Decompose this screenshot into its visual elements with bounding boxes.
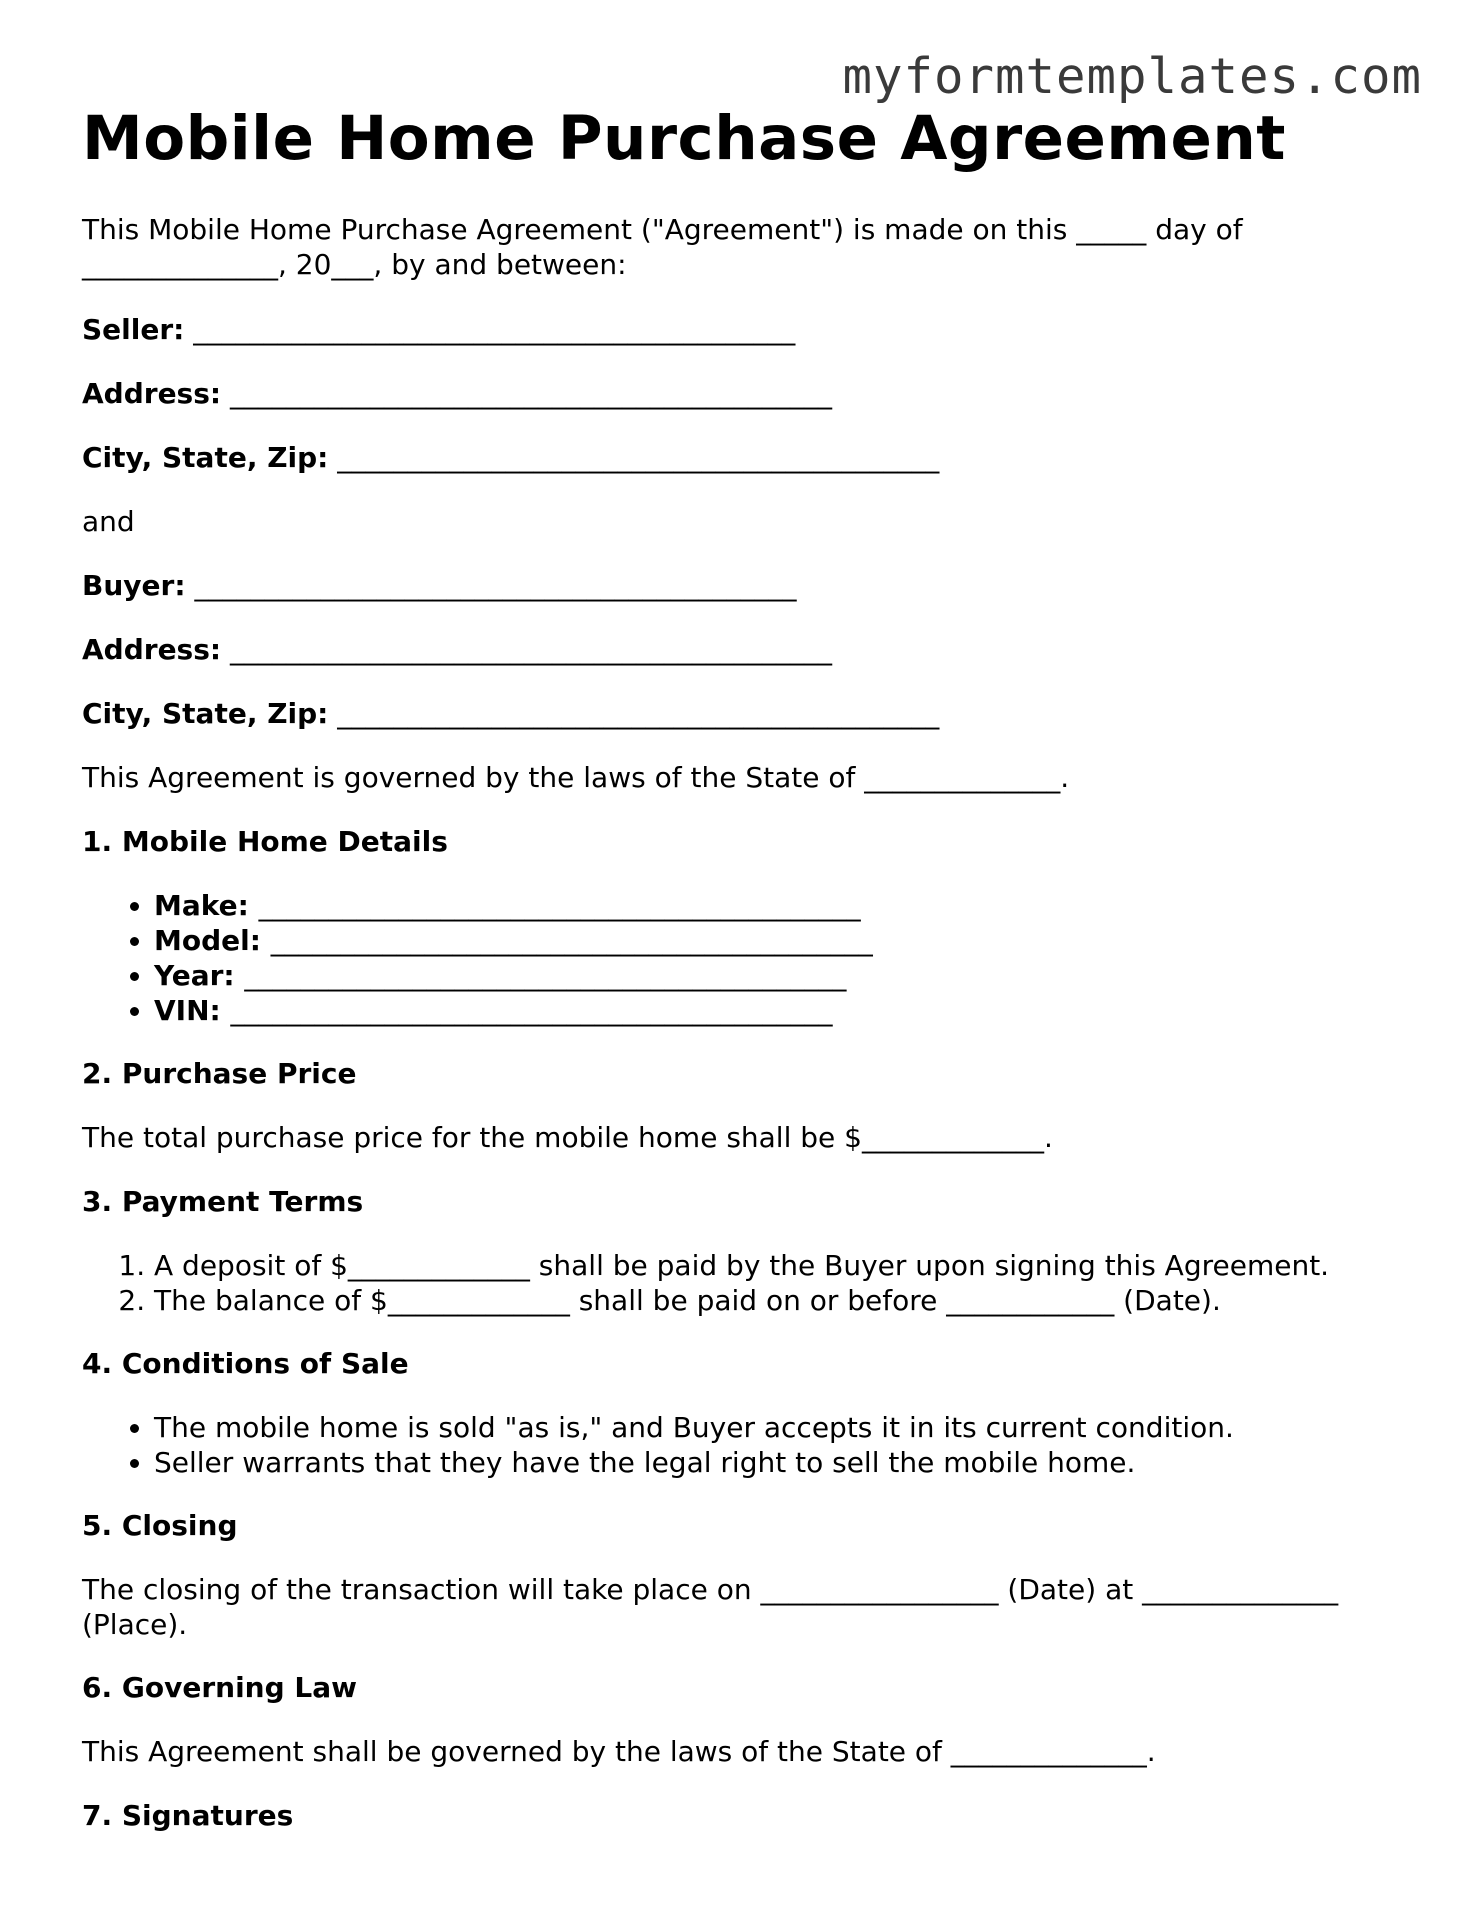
buyer-city-line — [82, 696, 1402, 731]
detail-model-blank[interactable]: ___________________________________________ — [270, 924, 873, 957]
list-item: • The mobile home is sold "as is," and Buyer accepts it in its current condition. — [154, 1410, 1474, 1445]
law-text: This Agreement shall be governed by the laws of the State of ______________. — [82, 1735, 1156, 1768]
section-heading-details: 1. Mobile Home Details — [82, 825, 448, 858]
buyer-name-line — [82, 568, 1402, 603]
buyer-address-line — [82, 632, 1402, 667]
details-list — [82, 888, 1474, 1028]
detail-vin-blank[interactable]: ___________________________________________ — [230, 994, 833, 1027]
list-item — [154, 923, 1474, 958]
buyer-address-blank[interactable]: ___________________________________________ — [230, 633, 832, 666]
buyer-city-label: City, State, Zip: — [82, 697, 329, 730]
seller-name-blank[interactable]: ___________________________________________ — [193, 313, 796, 346]
list-item — [154, 993, 1474, 1028]
detail-model-label: Model: — [154, 924, 261, 957]
list-item: • Seller warrants that they have the legal right to sell the mobile home. — [154, 1445, 1474, 1480]
intro-paragraph: This Mobile Home Purchase Agreement ("Agreement") is made on this _____ day of ______________, 20___, by and between: — [82, 213, 1243, 281]
section-heading-price: 2. Purchase Price — [82, 1057, 357, 1090]
section-heading-payment: 3. Payment Terms — [82, 1185, 364, 1218]
detail-year-label: Year: — [154, 959, 235, 992]
list-item: 2. The balance of $_____________ shall be paid on or before ____________ (Date). — [154, 1283, 1474, 1318]
section-heading-closing: 5. Closing — [82, 1509, 238, 1542]
buyer-address-label: Address: — [82, 633, 222, 666]
detail-make-label: Make: — [154, 889, 249, 922]
governed-intro: This Agreement is governed by the laws of the State of ______________. — [82, 761, 1070, 794]
list-item — [154, 958, 1474, 993]
detail-vin-label: VIN: — [154, 994, 221, 1027]
seller-name-line — [82, 312, 1402, 347]
section-heading-signatures: 7. Signatures — [82, 1799, 294, 1832]
seller-address-blank[interactable]: ___________________________________________ — [230, 377, 832, 410]
seller-address-label: Address: — [82, 377, 222, 410]
section-heading-conditions: 4. Conditions of Sale — [82, 1347, 409, 1380]
detail-year-blank[interactable]: ___________________________________________ — [244, 959, 847, 992]
seller-city-line — [82, 440, 1402, 475]
list-item — [154, 888, 1474, 923]
site-watermark: myformtemplates.com — [842, 48, 1422, 105]
detail-make-blank[interactable]: ___________________________________________ — [258, 889, 861, 922]
buyer-city-blank[interactable]: ___________________________________________ — [337, 697, 940, 730]
payment-list — [82, 1248, 1474, 1318]
document-title: Mobile Home Purchase Agreement — [82, 103, 1286, 174]
and-separator: and — [82, 505, 135, 538]
list-item: 1. A deposit of $_____________ shall be paid by the Buyer upon signing this Agreement. — [154, 1248, 1474, 1283]
buyer-name-label: Buyer: — [82, 569, 186, 602]
section-heading-law: 6. Governing Law — [82, 1671, 357, 1704]
conditions-list — [82, 1410, 1474, 1480]
seller-city-label: City, State, Zip: — [82, 441, 329, 474]
seller-address-line — [82, 376, 1402, 411]
seller-name-label: Seller: — [82, 313, 185, 346]
closing-text: The closing of the transaction will take place on _________________ (Date) at ______________ (Place). — [82, 1573, 1339, 1641]
seller-city-blank[interactable]: ___________________________________________ — [337, 441, 940, 474]
price-text: The total purchase price for the mobile home shall be $_____________. — [82, 1121, 1053, 1154]
buyer-name-blank[interactable]: ___________________________________________ — [194, 569, 797, 602]
